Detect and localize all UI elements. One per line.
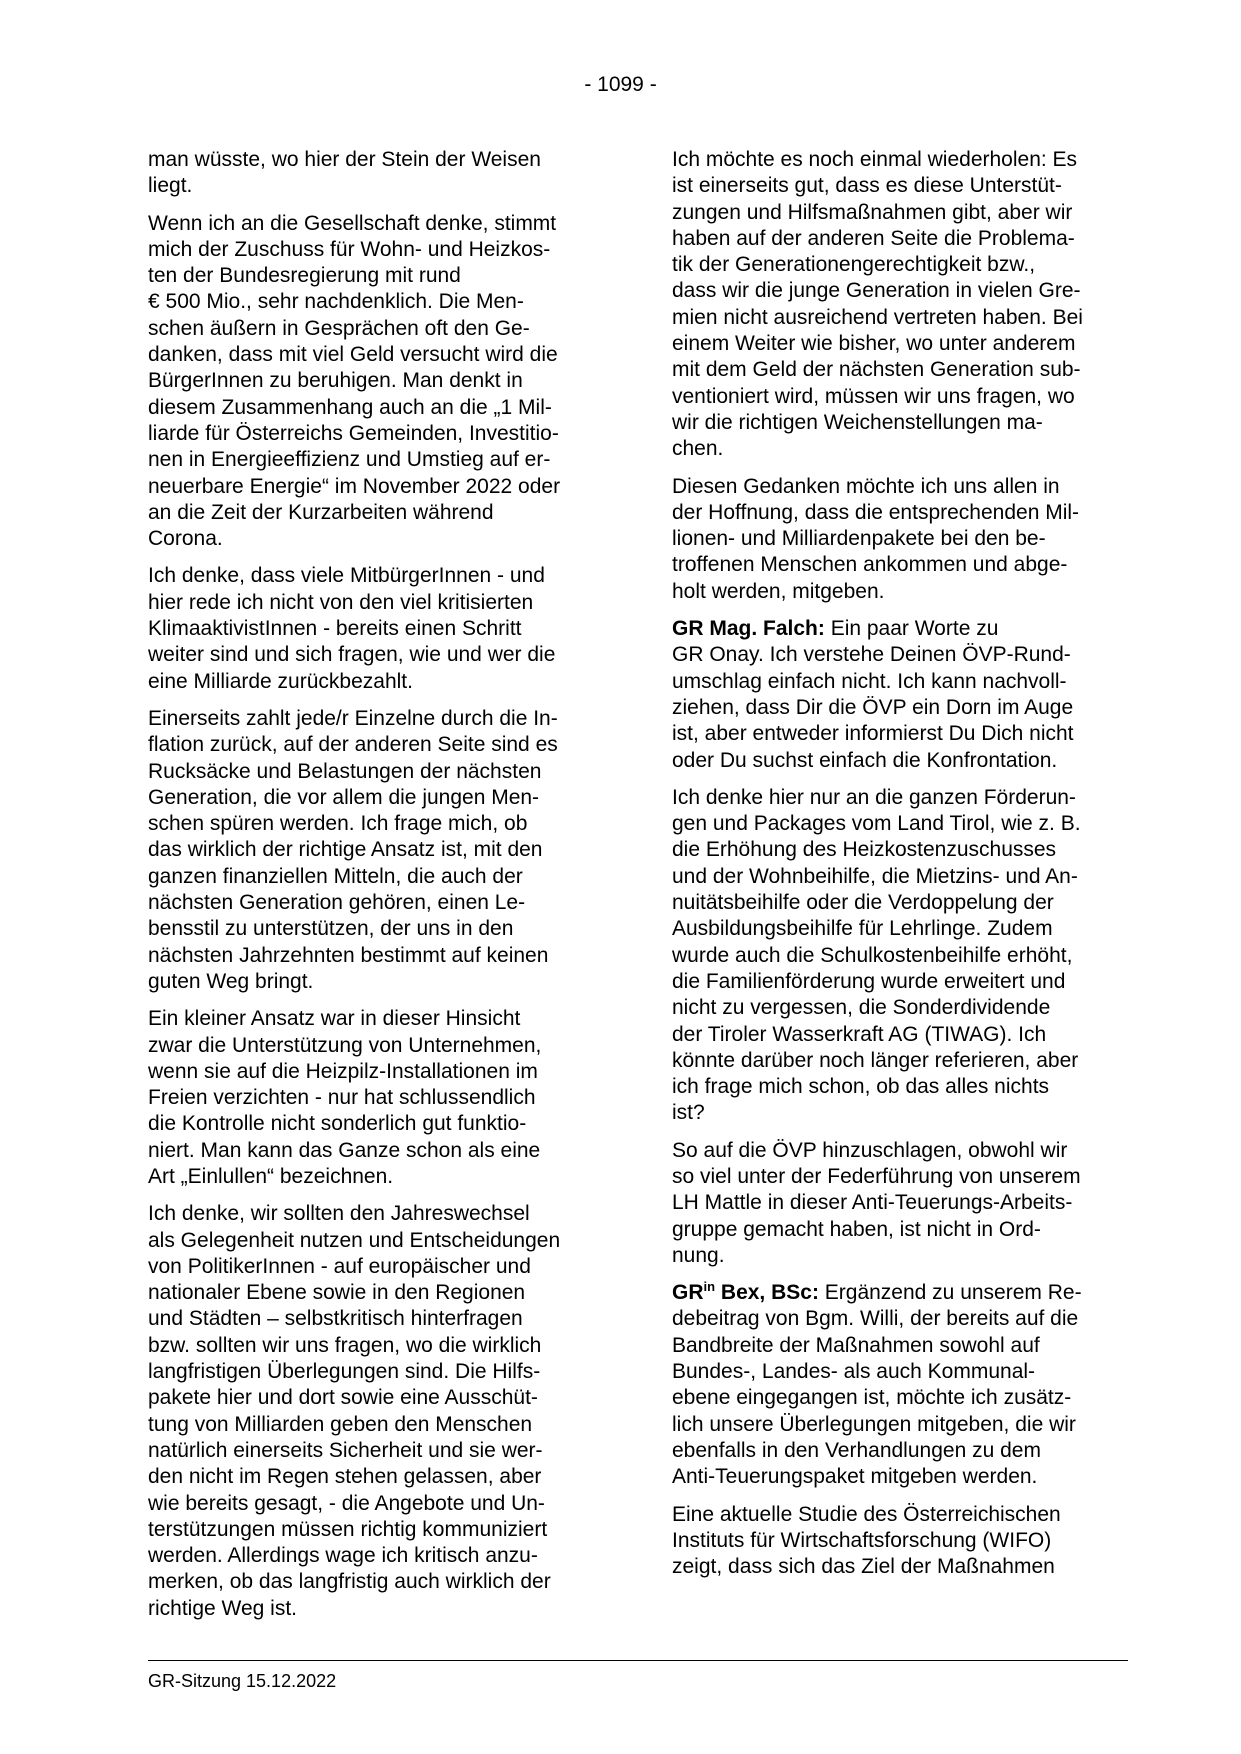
footer-divider [148, 1660, 1128, 1661]
paragraph: So auf die ÖVP hinzuschlagen, obwohl wir so viel unter der Federführung von unserem LH Mattle in dieser Anti-Teuerungs-Arbeits- gruppe gemacht haben, ist nicht in Ord- nung. [672, 1138, 1081, 1267]
paragraph: Ein kleiner Ansatz war in dieser Hinsicht zwar die Unterstützung von Unternehmen, wenn sie auf die Heizpilz-Installationen im Freien verzichten - nur hat schlussendlich die Kontrolle nicht sonderlich gut funktio- niert. Man kann das Ganze schon als eine Art „Einlullen“ bezeichnen. [148, 1007, 542, 1188]
speech-paragraph [672, 616, 1132, 774]
paragraph: Ich denke, dass viele MitbürgerInnen - und hier rede ich nicht von den viel kritisierten KlimaaktivistInnen - bereits einen Schritt weiter sind und sich fragen, wie und wer die eine Milliarde zurückbezahlt. [148, 564, 556, 693]
speaker-name [672, 1281, 819, 1304]
paragraph: Eine aktuelle Studie des Österreichischen Instituts für Wirtschaftsforschung (WIFO) zeigt, dass sich das Ziel der Maßnahmen [672, 1502, 1061, 1579]
right-column [672, 147, 1132, 1591]
speaker-name: GR Mag. Falch: [672, 617, 825, 641]
paragraph: Einerseits zahlt jede/r Einzelne durch die In- flation zurück, auf der anderen Seite sind es Rucksäcke und Belastungen der nächsten Generation, die vor allem die jungen Men- schen spüren werden. Ich frage mich, ob das wirklich der richtige Ansatz ist, mit den ganzen finanziellen Mitteln, die auch der nächsten Generation gehören, einen Le- bensstil zu unterstützen, der uns in den nächsten Jahrzehnten bestimmt auf keinen guten Weg bringt. [148, 706, 558, 993]
speech-text: Ein paar Worte zu GR Onay. Ich verstehe Deinen ÖVP-Rund- umschlag einfach nicht. Ich kann nachvoll- ziehen, dass Dir die ÖVP ein Dorn im Auge ist, aber entweder informierst Du Dich nicht oder Du suchst einfach die Konfrontation. [672, 617, 1074, 772]
speaker-title: GR [672, 1281, 704, 1305]
speaker-surname: Bex, BSc: [715, 1281, 819, 1305]
paragraph: Diesen Gedanken möchte ich uns allen in der Hoffnung, dass die entsprechenden Mil- lionen- und Milliardenpakete bei den be- troffenen Menschen ankommen und abge- holt werden, mitgeben. [672, 474, 1080, 603]
page-number: - 1099 - [584, 73, 657, 96]
speech-paragraph [672, 1280, 1132, 1490]
paragraph: Ich möchte es noch einmal wiederholen: Es ist einerseits gut, dass es diese Unterstüt- zungen und Hilfsmaßnahmen gibt, aber wir haben auf der anderen Seite die Problema- tik der Generationengerechtigkeit bzw., dass wir die junge Generation in vielen Gre- mien nicht ausreichend vertreten haben. Bei einem Weiter wie bisher, wo unter anderem mit dem Geld der nächsten Generation sub- ventioniert wird, müssen wir uns fragen, wo wir die richtigen Weichenstellungen ma- chen. [672, 148, 1083, 461]
footer-text: GR-Sitzung 15.12.2022 [148, 1671, 337, 1691]
speech-text: Ergänzend zu unserem Re- debeitrag von Bgm. Willi, der bereits auf die Bandbreite der Maßnahmen sowohl auf Bundes-, Landes- als auch Kommunal- ebene eingegangen ist, möchte ich zusätz- lich unsere Überlegungen mitgeben, die wir ebenfalls in den Verhandlungen zu dem Anti-Teuerungspaket mitgeben werden. [672, 1281, 1082, 1489]
speaker-title-suffix: in [703, 1279, 716, 1295]
paragraph: Ich denke hier nur an die ganzen Förderun- gen und Packages vom Land Tirol, wie z. B. die Erhöhung des Heizkostenzuschusses und der Wohnbeihilfe, die Mietzins- und An- nuitätsbeihilfe oder die Verdoppelung der Ausbildungsbeihilfe für Lehrlinge. Zudem wurde auch die Schulkostenbeihilfe erhöht, die Familienförderung wurde erweitert und nicht zu vergessen, die Sonderdividende der Tiroler Wasserkraft AG (TIWAG). Ich könnte darüber noch länger referieren, aber ich frage mich schon, ob das alles nichts ist? [672, 785, 1081, 1125]
left-column [148, 147, 608, 1633]
paragraph: Ich denke, wir sollten den Jahreswechsel als Gelegenheit nutzen und Entscheidungen von PolitikerInnen - auf europäischer und nationaler Ebene sowie in den Regionen und Städten – selbstkritisch hinterfragen bzw. sollten wir uns fragen, wo die wirklich langfristigen Überlegungen sind. Die Hilfs- pakete hier und dort sowie eine Ausschüt- tung von Milliarden geben den Menschen natürlich einerseits Sicherheit und sie wer- den nicht im Regen stehen gelassen, aber wie bereits gesagt, - die Angebote und Un- terstützungen müssen richtig kommuniziert werden. Allerdings wage ich kritisch anzu- merken, ob das langfristig auch wirklich der richtige Weg ist. [148, 1202, 561, 1620]
paragraph: Wenn ich an die Gesellschaft denke, stimmt mich der Zuschuss für Wohn- und Heizkos- ten der Bundesregierung mit rund € 500 Mio., sehr nachdenklich. Die Men- schen äußern in Gesprächen oft den Ge- danken, dass mit viel Geld versucht wird die BürgerInnen zu beruhigen. Man denkt in diesem Zusammenhang auch an die „1 Mil- liarde für Österreichs Gemeinden, Investitio- nen in Energieeffizienz und Umstieg auf er- neuerbare Energie“ im November 2022 oder an die Zeit der Kurzarbeiten während Corona. [148, 211, 561, 551]
paragraph: man wüsste, wo hier der Stein der Weisen liegt. [148, 148, 541, 198]
